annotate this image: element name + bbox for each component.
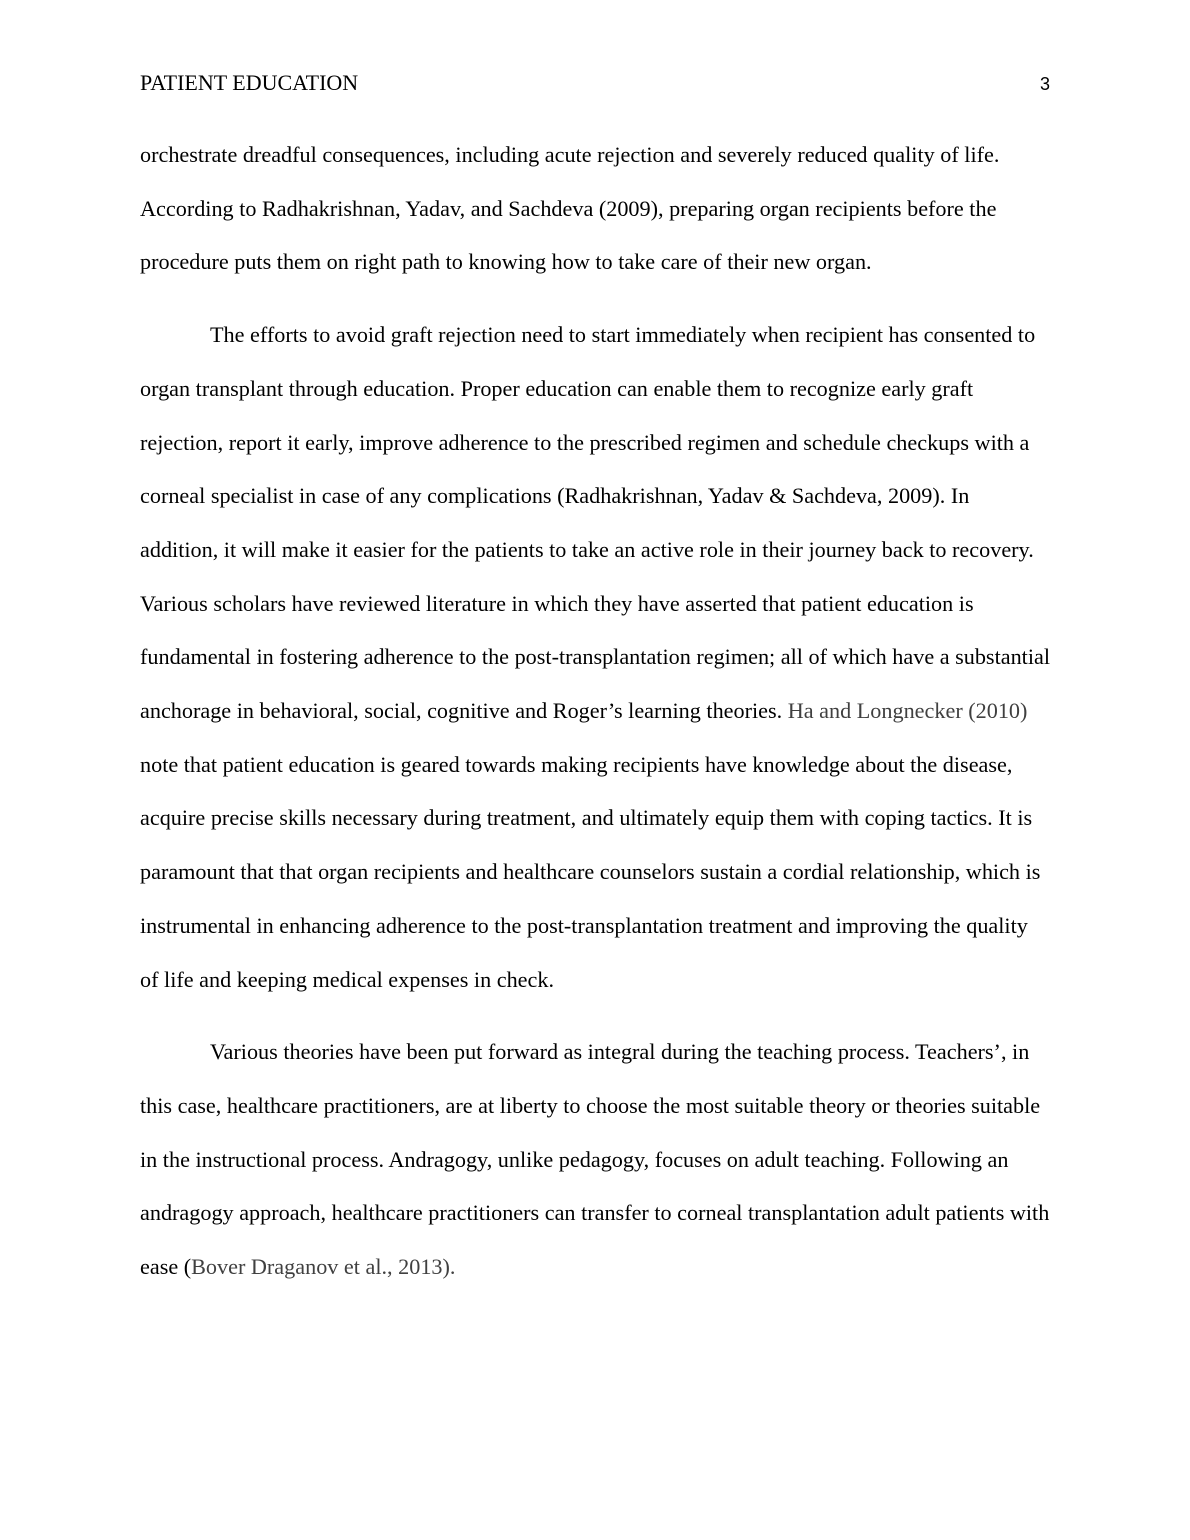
paragraph-3 [140,1025,1050,1294]
running-head: PATIENT EDUCATION [140,70,359,95]
paragraph-1-text: orchestrate dreadful consequences, including acute rejection and severely reduced quality of life. According to Radhakrishnan, Yadav, and Sachdeva (2009), preparing organ recipients before the procedure puts them on right path to knowing how to take care of their new organ. [140,142,1000,275]
paragraph-3-text-before: Various theories have been put forward as integral during the teaching process. Teachers’, in this case, healthcare practitioners, are at liberty to choose the most suitable theory or theories suitable in the instructional process. Andragogy, unlike pedagogy, focuses on adult teaching. Following an andragogy approach, healthcare practitioners can transfer to corneal transplantation adult patients with ease ( [140,1039,1050,1280]
body-text [140,128,1050,1313]
paragraph-1 [140,128,1050,289]
paragraph-2-text-before: The efforts to avoid graft rejection need to start immediately when recipient has consented to organ transplant through education. Proper education can enable them to recognize early graft rejection, report it early, improve adherence to the prescribed regimen and schedule checkups with a corneal specialist in case of any complications (Radhakrishnan, Yadav & Sachdeva, 2009). In addition, it will make it easier for the patients to take an active role in their journey back to recovery. Various scholars have reviewed literature in which they have asserted that patient education is fundamental in fostering adherence to the post-transplantation regimen; all of which have a substantial anchorage in behavioral, social, cognitive and Roger’s learning theories. [140,322,1051,724]
page-number: 3 [1039,74,1050,94]
paragraph-2-text-after: note that patient education is geared towards making recipients have knowledge about the disease, acquire precise skills necessary during treatment, and ultimately equip them with coping tactics. It is paramount that that organ recipients and healthcare counselors sustain a cordial relationship, which is instrumental in enhancing adherence to the post-transplantation treatment and improving the quality of life and keeping medical expenses in check. [140,751,1041,992]
citation-bover-draganov: Bover Draganov et al., 2013). [191,1254,456,1280]
paragraph-2 [140,308,1050,1006]
citation-ha-longnecker: Ha and Longnecker (2010) [787,698,1028,724]
